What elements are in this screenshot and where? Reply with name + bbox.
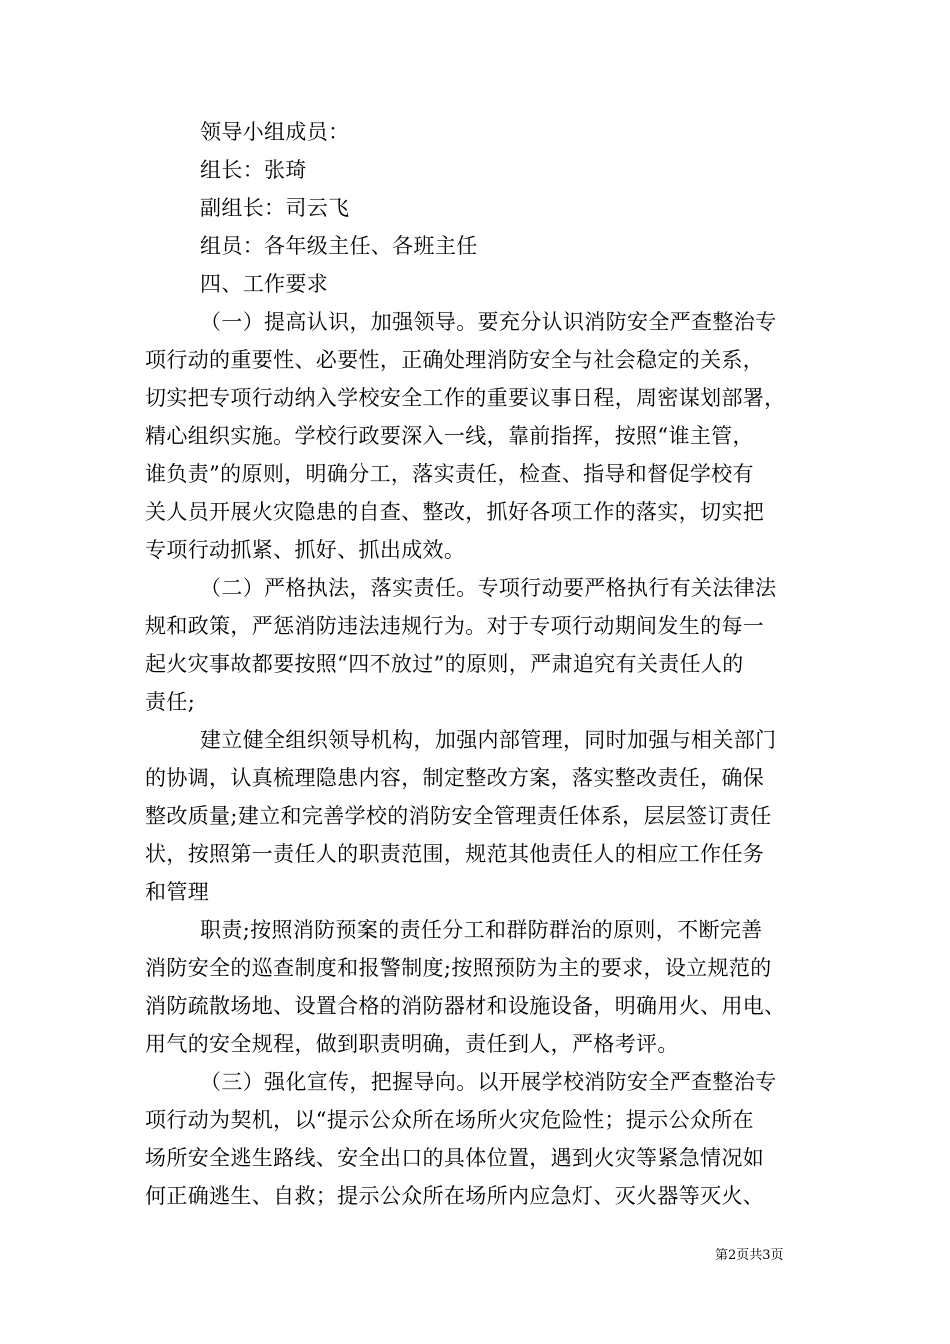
text-line: 状，按照第一责任人的职责范围，规范其他责任人的相应工作任务 bbox=[145, 842, 765, 866]
text-line: 专项行动抓紧、抓好、抓出成效。 bbox=[145, 538, 466, 562]
text-line: 项行动的重要性、必要性，正确处理消防安全与社会稳定的关系， bbox=[145, 348, 765, 372]
text-line: （三）强化宣传，把握导向。以开展学校消防安全严查整治专 bbox=[200, 1070, 777, 1094]
text-line: 用气的安全规程，做到职责明确，责任到人，严格考评。 bbox=[145, 1032, 679, 1056]
text-line: （一）提高认识，加强领导。要充分认识消防安全严查整治专 bbox=[200, 310, 777, 334]
page-number-footer: 第2页共3页 bbox=[715, 1248, 784, 1263]
text-line: 起火灾事故都要按照“四不放过”的原则，严肃追究有关责任人的 bbox=[145, 652, 744, 676]
text-line: 职责;按照消防预案的责任分工和群防群治的原则，不断完善 bbox=[200, 918, 763, 942]
text-line: 谁负责”的原则，明确分工，落实责任，检查、指导和督促学校有 bbox=[145, 462, 754, 486]
text-line: （二）严格执法，落实责任。专项行动要严格执行有关法律法 bbox=[200, 576, 777, 600]
text-line: 组长：张琦 bbox=[200, 158, 307, 182]
text-line: 消防疏散场地、设置合格的消防器材和设施设备，明确用火、用电、 bbox=[145, 994, 786, 1018]
text-line: 责任; bbox=[145, 690, 196, 714]
text-line: 切实把专项行动纳入学校安全工作的重要议事日程，周密谋划部署， bbox=[145, 386, 786, 410]
text-line: 消防安全的巡查制度和报警制度;按照预防为主的要求，设立规范的 bbox=[145, 956, 772, 980]
text-line: 项行动为契机，以“提示公众所在场所火灾危险性；提示公众所在 bbox=[145, 1108, 754, 1132]
text-line: 组员：各年级主任、各班主任 bbox=[200, 234, 478, 258]
text-line: 四、工作要求 bbox=[200, 272, 329, 296]
text-line: 建立健全组织领导机构，加强内部管理，同时加强与相关部门 bbox=[200, 728, 777, 752]
text-line: 何正确逃生、自救；提示公众所在场所内应急灯、灭火器等灭火、 bbox=[145, 1184, 765, 1208]
text-line: 场所安全逃生路线、安全出口的具体位置，遇到火灾等紧急情况如 bbox=[145, 1146, 765, 1170]
text-line: 副组长：司云飞 bbox=[200, 196, 350, 220]
text-line: 和管理 bbox=[145, 880, 210, 904]
text-line: 领导小组成员： bbox=[200, 120, 350, 144]
text-line: 精心组织实施。学校行政要深入一线，靠前指挥，按照“谁主管， bbox=[145, 424, 754, 448]
text-line: 规和政策，严惩消防违法违规行为。对于专项行动期间发生的每一 bbox=[145, 614, 765, 638]
text-line: 的协调，认真梳理隐患内容，制定整改方案，落实整改责任，确保 bbox=[145, 766, 765, 790]
text-line: 整改质量;建立和完善学校的消防安全管理责任体系，层层签订责任 bbox=[145, 804, 772, 828]
text-line: 关人员开展火灾隐患的自查、整改，抓好各项工作的落实，切实把 bbox=[145, 500, 765, 524]
